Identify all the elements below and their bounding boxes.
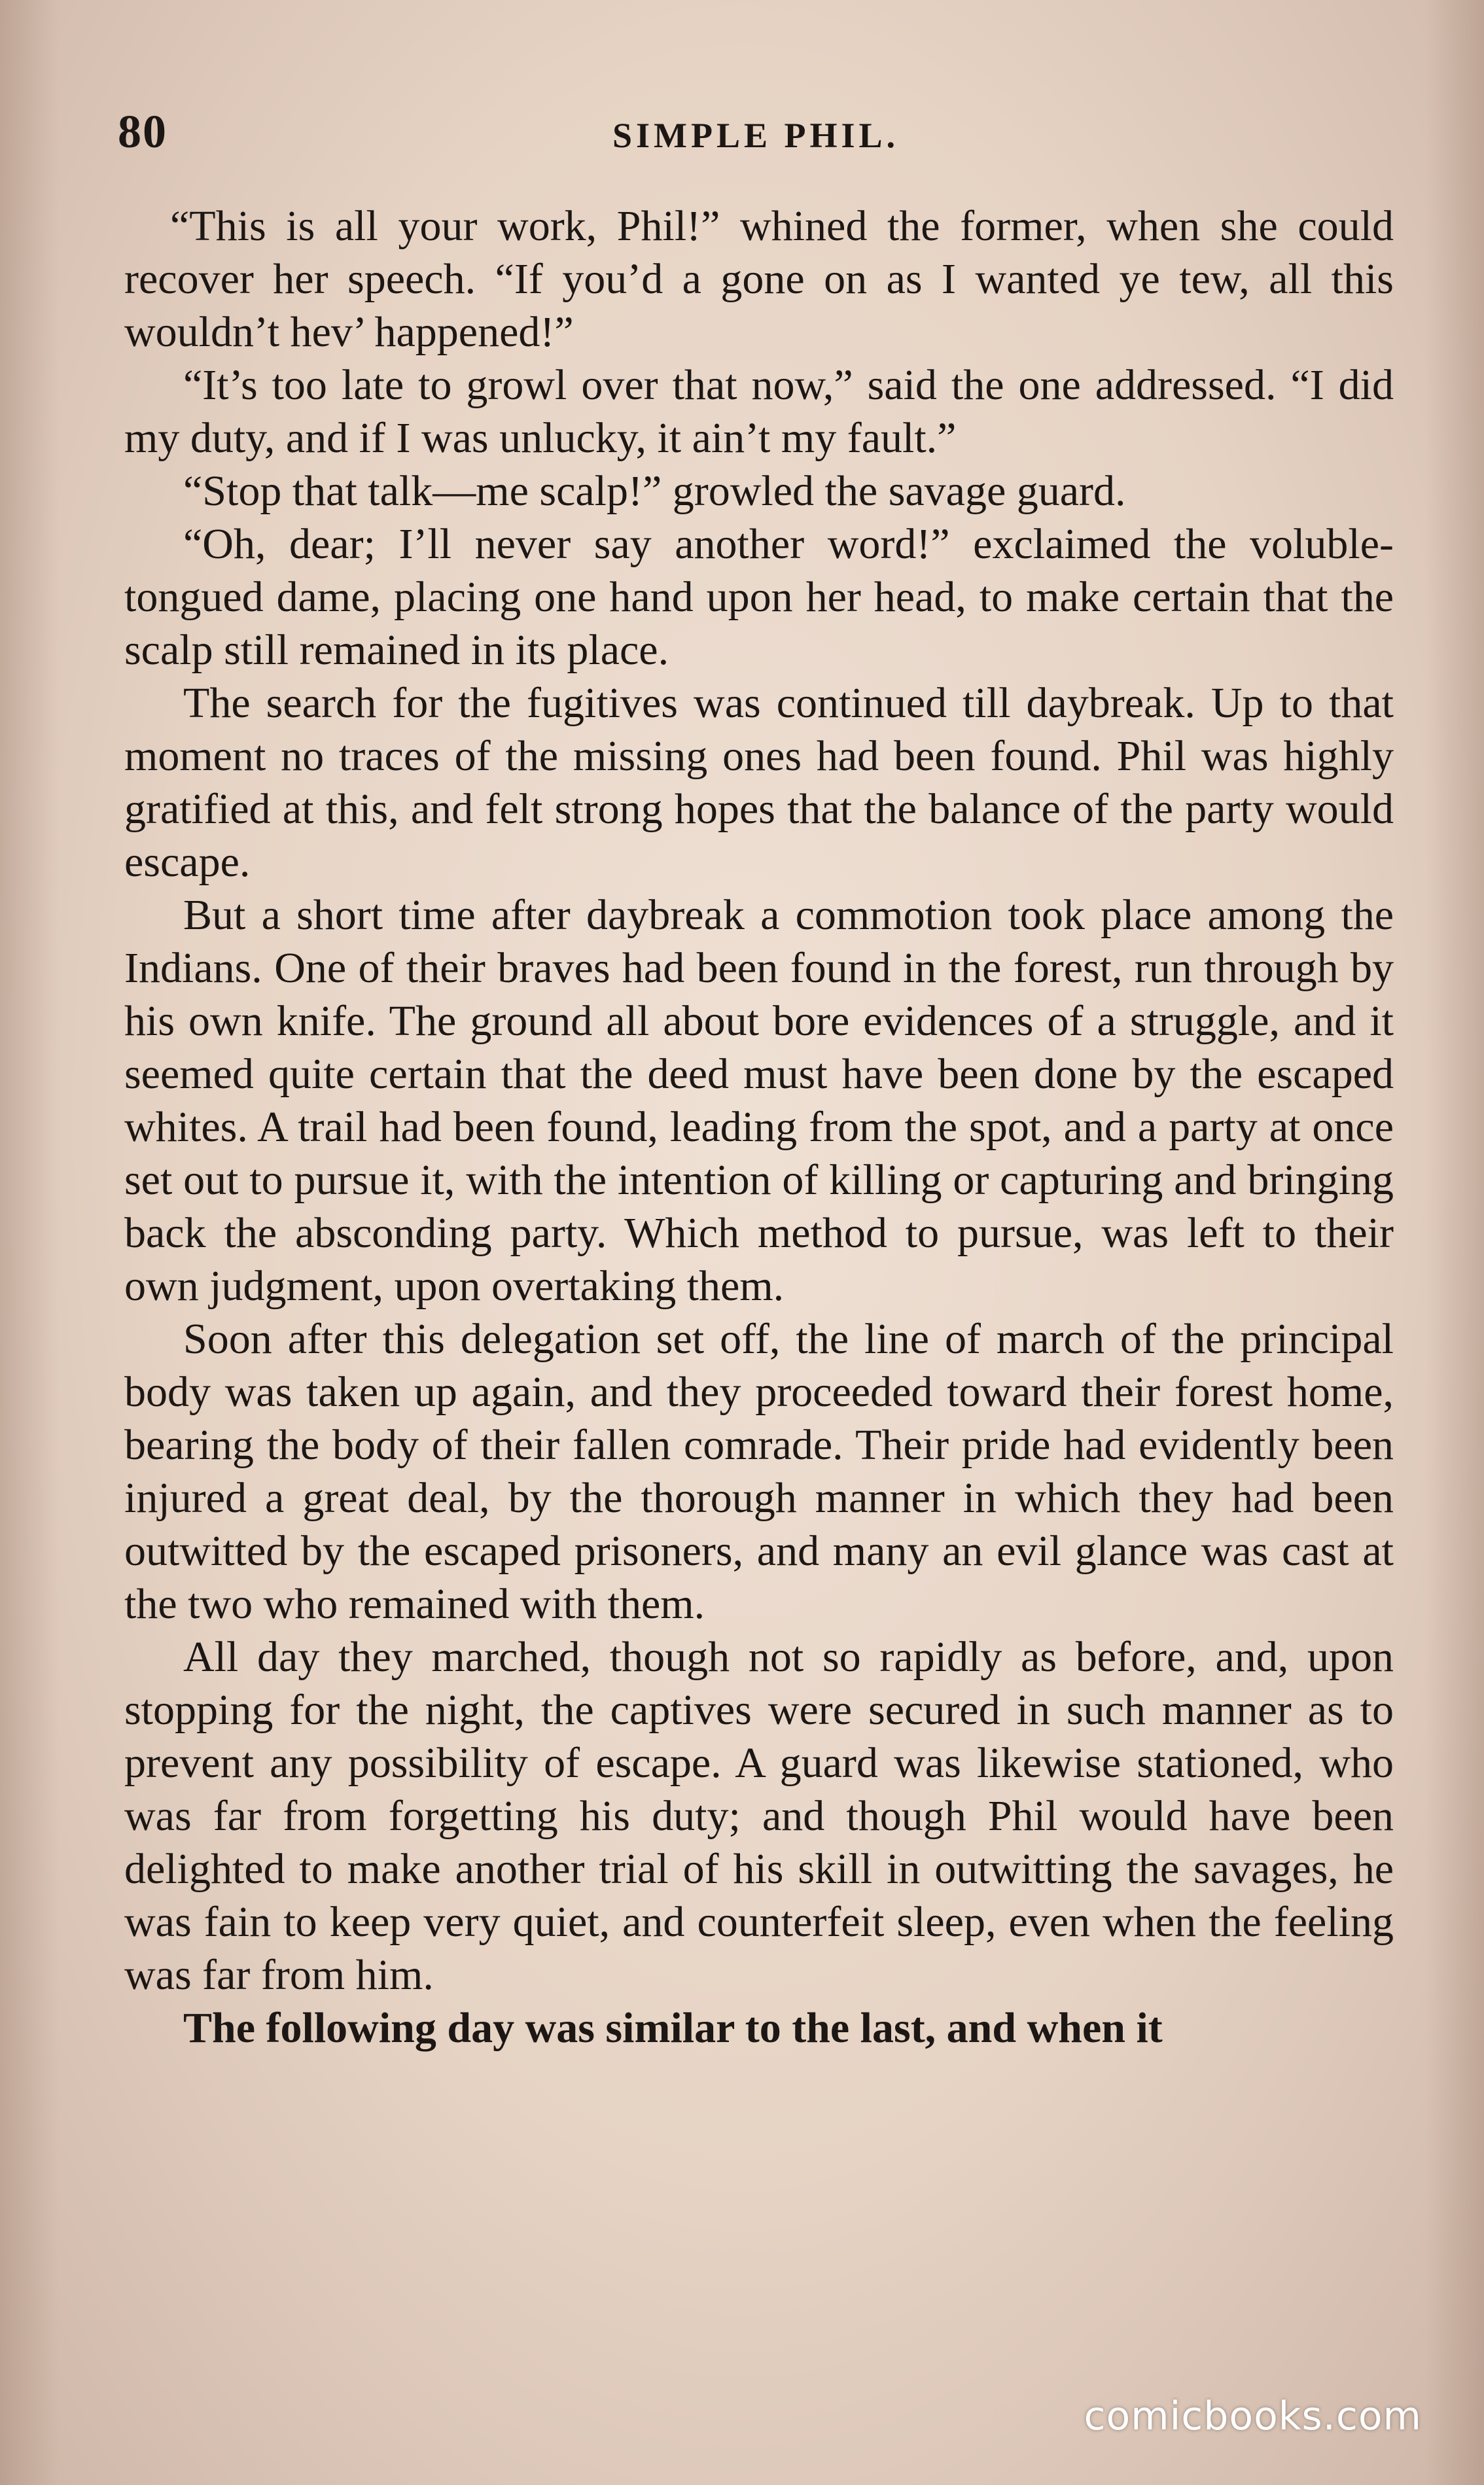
paragraph: “It’s too late to growl over that now,” said the one addressed. “I did my duty, and if I was unlucky, it ain’t my fault.” [124,361,1394,462]
running-head: SIMPLE PHIL. [612,116,900,155]
paragraph: “Stop that talk—me scalp!” growled the savage guard. [183,467,1126,515]
body-text [124,200,1394,2054]
paragraph: Soon after this delegation set off, the line of march of the principal body was taken up again, and they proceeded toward their forest home, bearing the body of their fallen comrade. Their pride had evidently been injured a great deal, by the thorough manner in which they had been outwitted by the escaped prisoners, and many an evil glance was cast at the two who remained with them. [124,1315,1394,1628]
page-edge-shadow-left [0,0,59,2485]
watermark: comicbooks.com [1084,2393,1422,2439]
paragraph: The following day was similar to the last, and when it [183,2004,1163,2052]
page-edge-shadow-right [1425,0,1484,2485]
page-header [118,98,1394,170]
page-number: 80 [118,105,168,158]
paragraph: But a short time after daybreak a commotion took place among the Indians. One of their braves had been found in the forest, run through by his own knife. The ground all about bore evidences of a struggle, and it seemed quite certain that the deed must have been done by the escaped whites. A trail had been found, leading from the spot, and a party at once set out to pursue it, with the intention of killing or capturing and bringing back the absconding party. Which method to pursue, was left to their own judgment, upon overtaking them. [124,891,1394,1310]
paragraph: “Oh, dear; I’ll never say another word!” exclaimed the voluble-tongued dame, placing one hand upon her head, to make certain that the scalp still remained in its place. [124,520,1394,674]
paragraph: The search for the fugitives was continued till daybreak. Up to that moment no traces of the missing ones had been found. Phil was highly gratified at this, and felt strong hopes that the balance of the party would escape. [124,679,1394,886]
paragraph: “This is all your work, Phil!” whined the former, when she could recover her speech. “If you’d a gone on as I wanted ye tew, all this wouldn’t hev’ happened!” [124,202,1394,356]
paragraph: All day they marched, though not so rapidly as before, and, upon stopping for the night, the captives were secured in such manner as to prevent any possibility of escape. A guard was likewise stationed, who was far from forgetting his duty; and though Phil would have been delighted to make another trial of his skill in outwitting the savages, he was fain to keep very quiet, and counterfeit sleep, even when the feeling was far from him. [124,1633,1394,1999]
